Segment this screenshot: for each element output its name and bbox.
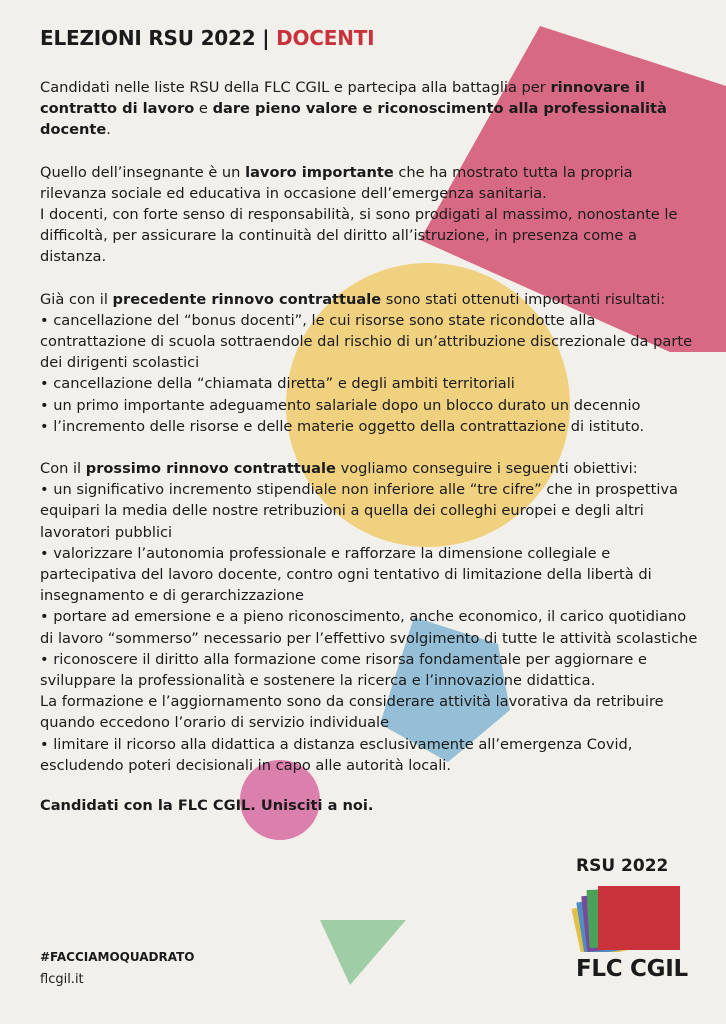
- main-content: [40, 26, 700, 814]
- list-item: • cancellazione del “bonus docenti”, le cui risorse sono state ricondotte alla contrattazione di scuola sottraendole dal rischio di un’attribuzione discrezionale da parte dei dirigenti scolastici: [40, 311, 693, 372]
- logo-square-icon: [570, 882, 686, 952]
- list-item: • un significativo incremento stipendiale non inferiore alle “tre cifre” che in prospettiva equipari la media delle nostre retribuzioni a quella dei colleghi europei e degli altri lavoratori pubblici: [40, 481, 678, 541]
- intro-text-2: e: [194, 100, 213, 118]
- next-text-1: Con il: [40, 460, 86, 478]
- teacher-paragraph-2: I docenti, con forte senso di responsabilità, si sono prodigati al massimo, nonostante le difficoltà, per assicurare la continuità del diritto all’istruzione, in presenza come a distanza.: [40, 206, 678, 266]
- list-item: • un primo importante adeguamento salariale dopo un blocco durato un decennio: [40, 396, 641, 414]
- intro-text-3: .: [106, 121, 111, 139]
- teacher-paragraph: [40, 162, 700, 204]
- list-item: • limitare il ricorso alla didattica a distanza esclusivamente all’emergenza Covid, escludendo poteri decisionali in capo alle autorità locali.: [40, 735, 633, 774]
- green-triangle-shape: [320, 920, 406, 985]
- next-renewal-intro: [40, 458, 700, 479]
- list-item: • portare ad emersione e a pieno riconoscimento, anche economico, il carico quotidiano di lavoro “sommerso” necessario per l’effettivo svolgimento di tutte le attività scolastiche: [40, 608, 698, 647]
- spacer: [40, 776, 700, 797]
- logo-name: FLC CGIL: [576, 956, 688, 982]
- prev-bold-1: precedente rinnovo contrattuale: [112, 290, 382, 308]
- title-main: ELEZIONI RSU 2022 |: [40, 26, 270, 50]
- list-item: • l’incremento delle risorse e delle materie oggetto della contrattazione di istituto.: [40, 417, 645, 435]
- prev-text-1: Già con il: [40, 290, 113, 308]
- prev-text-2: sono stati ottenuti importanti risultati:: [381, 290, 666, 308]
- spacer: [40, 268, 700, 289]
- logo-red-square: [598, 886, 680, 950]
- flc-cgil-logo: [562, 856, 688, 986]
- next-text-2: vogliamo conseguire i seguenti obiettivi:: [335, 460, 638, 478]
- teacher-text-1: Quello dell’insegnante è un: [40, 163, 246, 181]
- spacer: [40, 437, 700, 458]
- list-item: La formazione e l’aggiornamento sono da considerare attività lavorativa da retribuire quando eccedono l’orario di servizio individuale: [40, 693, 664, 732]
- list-item: • valorizzare l’autonomia professionale e rafforzare la dimensione collegiale e partecipativa del lavoro docente, contro ogni tentativo di limitazione della libertà di insegnamento e di gerarchizzazione: [40, 544, 652, 605]
- title-accent: DOCENTI: [276, 26, 375, 50]
- next-bold-1: prossimo rinnovo contrattuale: [85, 460, 336, 478]
- page-title: [40, 26, 700, 50]
- list-item: • cancellazione della “chiamata diretta” e degli ambiti territoriali: [40, 375, 515, 393]
- spacer: [40, 141, 700, 162]
- logo-rsu-label: RSU 2022: [576, 856, 669, 876]
- previous-renewal-intro: [40, 289, 700, 310]
- intro-text-1: Candidati nelle liste RSU della FLC CGIL e partecipa alla battaglia per: [40, 79, 551, 96]
- list-item: • riconoscere il diritto alla formazione come risorsa fondamentale per aggiornare e sviluppare la professionalità e sostenere la ricerca e l’innovazione didattica.: [40, 650, 647, 690]
- intro-paragraph: [40, 77, 700, 141]
- intro-bold-2: dare pieno valore e riconoscimento alla professionalità docente: [40, 100, 667, 139]
- website-link[interactable]: flcgil.it: [40, 972, 84, 987]
- intro-bold-1: rinnovare il contratto di lavoro: [40, 79, 645, 118]
- teacher-text-2: che ha mostrato tutta la propria rilevanza sociale ed educativa in occasione dell’emergenza sanitaria.: [40, 163, 633, 202]
- call-to-action: Candidati con la FLC CGIL. Unisciti a noi.: [40, 797, 374, 815]
- teacher-bold-1: lavoro importante: [245, 163, 394, 181]
- hashtag: #FACCIAMOQUADRATO: [40, 950, 195, 964]
